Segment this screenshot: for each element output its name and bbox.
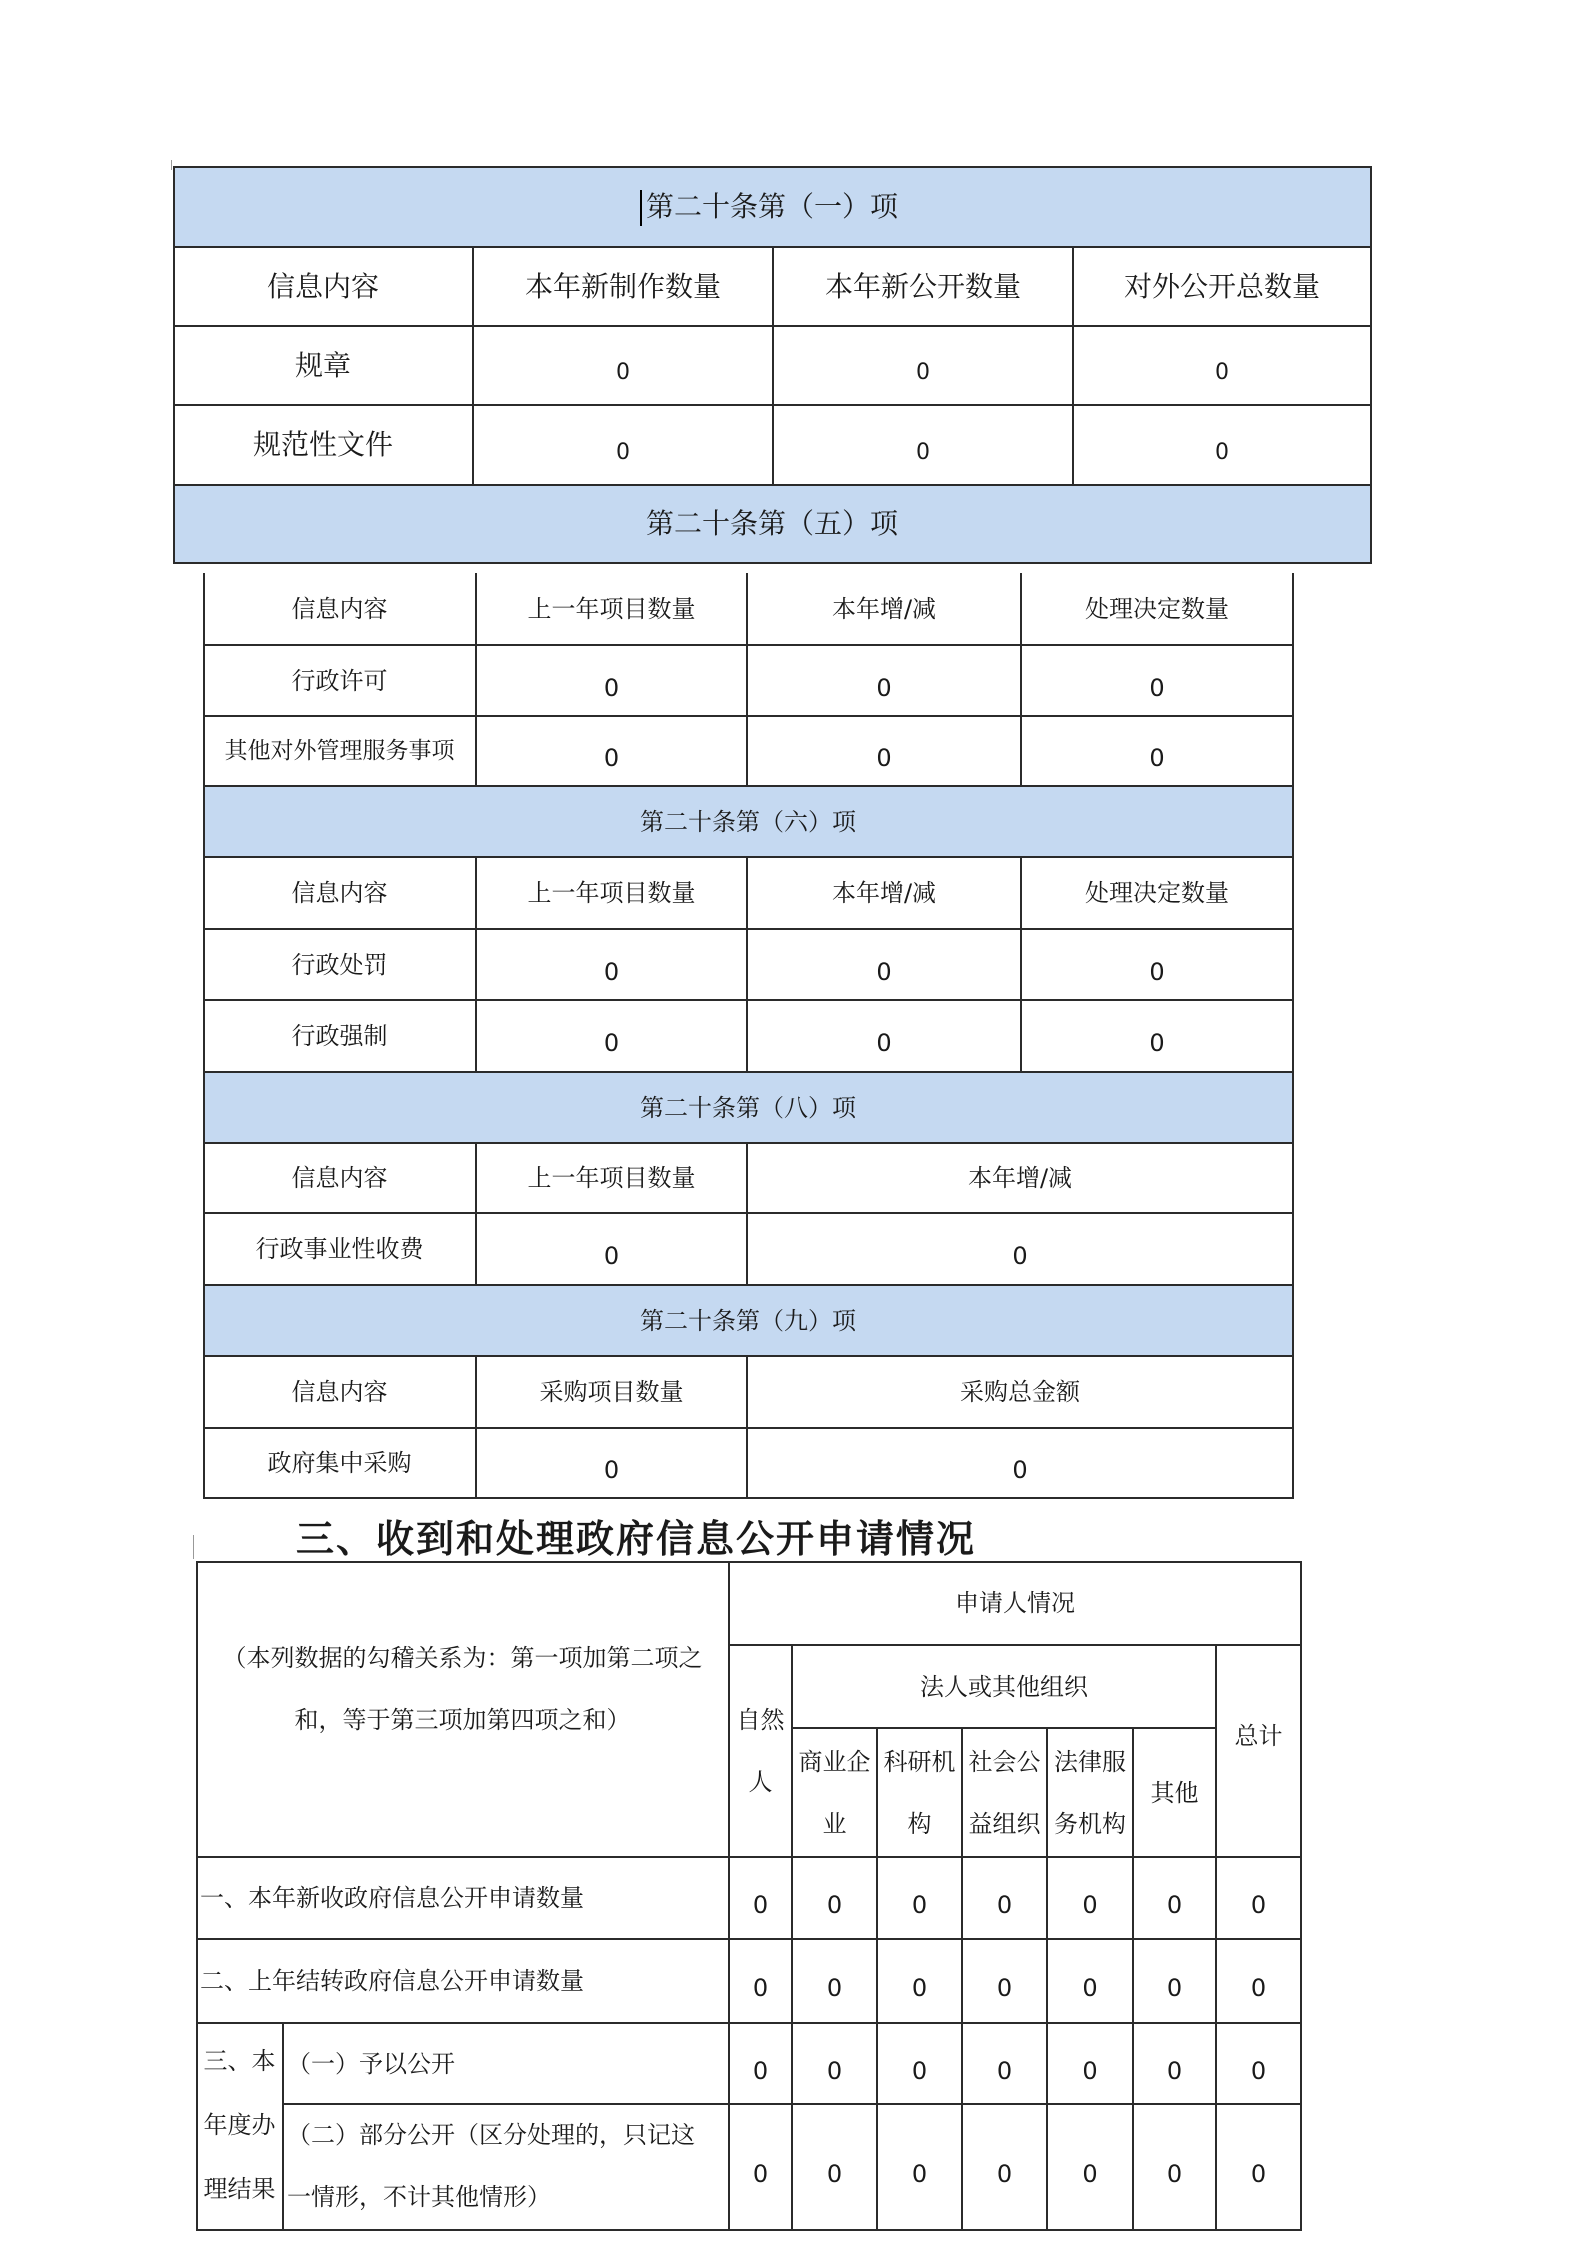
table-cell: 0 <box>826 1891 843 1919</box>
table-cell: 0 <box>876 957 892 986</box>
header-line: 社会公 <box>968 1747 1041 1776</box>
table-cell: 0 <box>1250 1891 1267 1919</box>
column-header: 信息内容 <box>291 1378 388 1406</box>
grid-line <box>196 1938 1301 1940</box>
margin-mark <box>193 1535 194 1559</box>
table-cell: 0 <box>996 2056 1013 2085</box>
column-header: 对外公开总数量 <box>1123 269 1320 303</box>
header-line: 务机构 <box>1054 1809 1126 1838</box>
column-header: 信息内容 <box>291 1164 388 1192</box>
grid-line <box>746 1356 748 1498</box>
grid-line <box>203 856 1293 858</box>
row-label: 其他对外管理服务事项 <box>224 737 455 764</box>
grid-line <box>196 1561 1301 1563</box>
table-cell: 0 <box>996 1974 1013 2002</box>
grid-line <box>1020 573 1022 786</box>
table-cell: 0 <box>1149 957 1165 986</box>
grid-line <box>876 1728 878 2231</box>
grid-line <box>196 1561 198 2231</box>
column-header: 信息内容 <box>266 269 379 303</box>
column-header: 处理决定数量 <box>1085 595 1229 623</box>
row-label: 二、上年结转政府信息公开申请数量 <box>200 1967 584 1995</box>
table-cell: 0 <box>1149 1029 1165 1057</box>
table-cell: 0 <box>916 439 930 465</box>
row-label: 一、本年新收政府信息公开申请数量 <box>200 1884 584 1912</box>
row-label: 政府集中采购 <box>267 1449 412 1477</box>
grid-line <box>203 1355 1293 1357</box>
header-line: 业 <box>822 1809 847 1838</box>
grid-line <box>203 1427 1293 1429</box>
table-cell: 0 <box>826 1974 843 2002</box>
column-header: 本年增/减 <box>831 595 937 623</box>
grid-line <box>203 644 1293 646</box>
table-cell: 0 <box>1250 2160 1267 2188</box>
header-line: 益组织 <box>968 1809 1041 1838</box>
applicant-header: 申请人情况 <box>955 1589 1075 1617</box>
grid-line <box>203 928 1293 930</box>
table-cell: 0 <box>876 744 892 772</box>
label-line: 三、本 <box>203 2047 276 2075</box>
total-header: 总计 <box>1234 1722 1283 1750</box>
table-title: 第二十条第（五）项 <box>173 485 1371 563</box>
grid-line <box>1215 1645 1217 2231</box>
grid-line <box>203 785 1293 787</box>
table-cell: 0 <box>876 673 892 702</box>
header-line: 科研机 <box>883 1747 956 1776</box>
table-cell: 0 <box>1166 2160 1183 2188</box>
grid-line <box>196 2022 1301 2024</box>
column-header: 信息内容 <box>291 595 388 623</box>
row-label <box>283 2104 729 2230</box>
table-cell: 0 <box>752 1891 769 1919</box>
column-header: 本年增/减 <box>831 879 937 907</box>
table-cell: 0 <box>1250 1974 1267 2002</box>
column-header: 处理决定数量 <box>1085 879 1229 907</box>
table-title: 第二十条第（九）项 <box>203 1285 1293 1356</box>
grid-line <box>475 1356 477 1498</box>
grid-line <box>203 1497 1293 1499</box>
grid-line <box>746 573 748 786</box>
table-cell: 0 <box>616 439 630 465</box>
column-header: 本年新制作数量 <box>524 269 721 303</box>
grid-line <box>1072 247 1074 485</box>
table-cell: 0 <box>603 1242 620 1270</box>
grid-line <box>746 1143 748 1285</box>
row-label: （一）予以公开 <box>287 2049 455 2078</box>
header-line: 人 <box>748 1768 773 1796</box>
column-header: 采购总金额 <box>960 1378 1080 1406</box>
grid-line <box>475 857 477 1072</box>
table-title: 第二十条第（六）项 <box>203 786 1293 857</box>
column-header: 本年新公开数量 <box>824 269 1021 303</box>
grid-line <box>472 247 474 485</box>
margin-mark <box>171 160 172 170</box>
grid-line <box>791 1645 793 2231</box>
grid-line <box>173 166 175 564</box>
table-cell: 0 <box>752 1974 769 2002</box>
table-cell: 0 <box>1082 1974 1098 2002</box>
org-type-header <box>1047 1728 1133 1857</box>
grid-line <box>203 1142 1293 1144</box>
table-cell: 0 <box>752 2056 769 2085</box>
table-cell: 0 <box>603 744 620 772</box>
table-cell: 0 <box>911 2160 928 2188</box>
grid-line <box>203 1284 1293 1286</box>
row-label: 规范性文件 <box>252 428 393 461</box>
note-line: 和，等于第三项加第四项之和） <box>294 1706 631 1734</box>
table-cell: 0 <box>911 1974 928 2002</box>
org-type-header <box>962 1728 1047 1857</box>
grid-line <box>1292 573 1294 1499</box>
label-line: 一情形，不计其他情形） <box>287 2183 551 2211</box>
grid-line <box>203 1071 1293 1073</box>
grid-line <box>203 573 205 1499</box>
table-cell: 0 <box>876 1029 892 1057</box>
table-cell: 0 <box>916 360 930 385</box>
grid-line <box>173 166 1371 168</box>
header-line: 商业企 <box>798 1747 871 1776</box>
grid-line <box>961 1728 963 2231</box>
table-cell: 0 <box>1166 1974 1183 2002</box>
table-cell: 0 <box>603 1029 620 1057</box>
grid-line <box>772 247 774 485</box>
table-cell: 0 <box>826 2056 843 2085</box>
column-header: 信息内容 <box>291 879 388 907</box>
label-line: 理结果 <box>203 2175 276 2203</box>
table-cell: 0 <box>603 1456 620 1484</box>
row-label: 行政事业性收费 <box>255 1235 424 1263</box>
result-group-label <box>196 2023 283 2230</box>
header-line: 法律服 <box>1054 1747 1126 1776</box>
org-type-header <box>877 1728 962 1857</box>
table-cell: 0 <box>1082 2056 1098 2085</box>
grid-line <box>282 2023 284 2230</box>
text-cursor <box>640 190 642 226</box>
table-cell: 0 <box>603 957 620 986</box>
grid-line <box>1370 166 1372 564</box>
table-cell: 0 <box>1082 1891 1098 1919</box>
table-cell: 0 <box>826 2160 843 2188</box>
header-line: 自然 <box>736 1706 785 1734</box>
grid-line <box>173 562 1371 564</box>
column-header: 上一年项目数量 <box>527 595 696 623</box>
label-line: 年度办 <box>203 2111 276 2139</box>
grid-line <box>203 715 1293 717</box>
row-label: 行政强制 <box>291 1022 388 1050</box>
grid-line <box>196 2229 1301 2231</box>
row-label: 行政处罚 <box>291 950 388 979</box>
note-cell <box>196 1561 729 1857</box>
table-cell: 0 <box>1149 673 1165 702</box>
table-title: 第二十条第（八）项 <box>203 1072 1293 1143</box>
table-cell: 0 <box>996 2160 1013 2188</box>
grid-line <box>1132 1728 1134 2231</box>
table-title: 第二十条第（一）项 <box>173 166 1371 247</box>
legal-org-header: 法人或其他组织 <box>920 1672 1088 1701</box>
grid-line <box>746 857 748 1072</box>
table-cell: 0 <box>911 2056 928 2085</box>
column-header: 上一年项目数量 <box>527 1164 696 1192</box>
row-label: 行政许可 <box>291 666 388 695</box>
column-header: 采购项目数量 <box>539 1378 684 1406</box>
table-cell: 0 <box>752 2160 769 2188</box>
grid-line <box>203 1212 1293 1214</box>
natural-person-header <box>729 1645 792 1857</box>
grid-line <box>196 1856 1301 1858</box>
table-cell: 0 <box>1215 439 1229 465</box>
table-cell: 0 <box>996 1891 1013 1919</box>
header-line: 构 <box>907 1809 932 1838</box>
org-type-header: 其他 <box>1150 1778 1199 1807</box>
table-cell: 0 <box>1012 1242 1028 1270</box>
grid-line <box>728 1561 730 2231</box>
label-line: （二）部分公开（区分处理的，只记这 <box>287 2121 695 2149</box>
grid-line <box>203 999 1293 1001</box>
column-header: 本年增/减 <box>967 1164 1073 1192</box>
note-line: （本列数据的勾稽关系为：第一项加第二项之 <box>222 1644 703 1672</box>
grid-line <box>475 1143 477 1285</box>
grid-line <box>792 1727 1216 1729</box>
row-label: 规章 <box>294 348 351 382</box>
grid-line <box>1020 857 1022 1072</box>
table-cell: 0 <box>1082 2160 1098 2188</box>
table-cell: 0 <box>616 360 630 385</box>
table-cell: 0 <box>1166 1891 1183 1919</box>
table-cell: 0 <box>603 673 620 702</box>
org-type-header <box>792 1728 877 1857</box>
table-cell: 0 <box>1012 1456 1028 1484</box>
section-heading: 三、收到和处理政府信息公开申请情况 <box>296 1517 977 1561</box>
table-cell: 0 <box>1149 744 1165 772</box>
grid-line <box>1046 1728 1048 2231</box>
table-cell: 0 <box>911 1891 928 1919</box>
grid-line <box>475 573 477 786</box>
grid-line <box>1300 1561 1302 2231</box>
table-cell: 0 <box>1250 2056 1267 2085</box>
column-header: 上一年项目数量 <box>527 879 696 907</box>
table-cell: 0 <box>1215 360 1229 385</box>
table-cell: 0 <box>1166 2056 1183 2085</box>
